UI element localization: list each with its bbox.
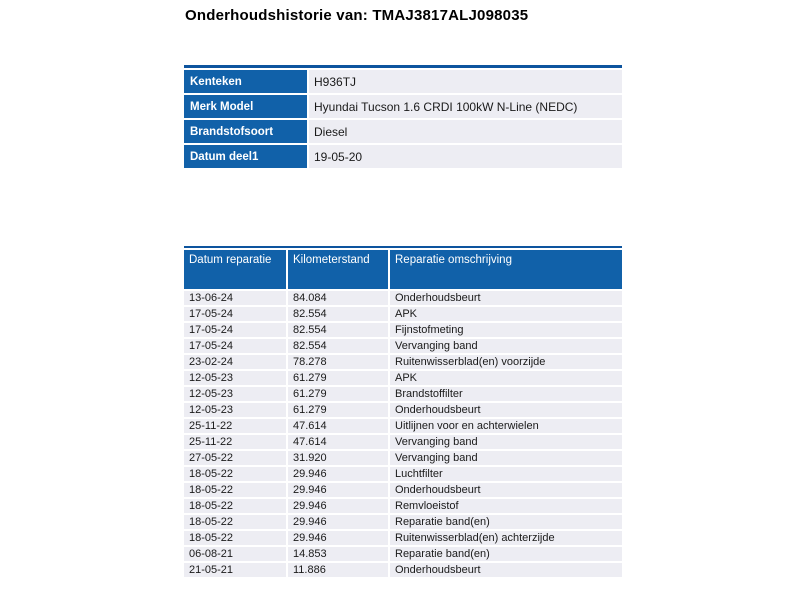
odometer-cell: 29.946 [288,499,388,513]
repair-description-cell: Uitlijnen voor en achterwielen [390,419,622,433]
repair-description-cell: Onderhoudsbeurt [390,483,622,497]
repair-description-cell: Onderhoudsbeurt [390,291,622,305]
odometer-cell: 29.946 [288,483,388,497]
column-header-kilometerstand: Kilometerstand [288,250,388,289]
odometer-cell: 61.279 [288,403,388,417]
repair-description-cell: Remvloeistof [390,499,622,513]
repair-date-cell: 18-05-22 [184,515,286,529]
vehicle-info-label: Datum deel1 [184,145,307,168]
repair-date-cell: 17-05-24 [184,323,286,337]
vehicle-info-value: H936TJ [309,70,622,93]
odometer-cell: 78.278 [288,355,388,369]
odometer-cell: 31.920 [288,451,388,465]
odometer-cell: 82.554 [288,339,388,353]
vehicle-info-label: Kenteken [184,70,307,93]
repair-description-cell: Brandstoffilter [390,387,622,401]
repair-date-cell: 12-05-23 [184,403,286,417]
odometer-cell: 14.853 [288,547,388,561]
repair-description-cell: Vervanging band [390,435,622,449]
repair-date-cell: 18-05-22 [184,531,286,545]
repair-date-cell: 17-05-24 [184,339,286,353]
table-top-border [184,246,622,248]
odometer-cell: 29.946 [288,515,388,529]
repair-date-cell: 13-06-24 [184,291,286,305]
repair-date-cell: 18-05-22 [184,499,286,513]
repair-description-cell: Reparatie band(en) [390,515,622,529]
repair-description-cell: Ruitenwisserblad(en) achterzijde [390,531,622,545]
repair-date-cell: 21-05-21 [184,563,286,577]
odometer-cell: 82.554 [288,323,388,337]
odometer-cell: 11.886 [288,563,388,577]
repair-description-cell: Onderhoudsbeurt [390,563,622,577]
repair-description-cell: Ruitenwisserblad(en) voorzijde [390,355,622,369]
vehicle-info-table [184,65,622,168]
odometer-cell: 82.554 [288,307,388,321]
repair-date-cell: 18-05-22 [184,483,286,497]
vehicle-info-value: Diesel [309,120,622,143]
repair-description-cell: Vervanging band [390,339,622,353]
odometer-cell: 84.084 [288,291,388,305]
repair-date-cell: 17-05-24 [184,307,286,321]
vehicle-info-label: Brandstofsoort [184,120,307,143]
repair-date-cell: 06-08-21 [184,547,286,561]
repair-description-cell: Onderhoudsbeurt [390,403,622,417]
column-header-datum-reparatie: Datum reparatie [184,250,286,289]
repair-date-cell: 12-05-23 [184,387,286,401]
vehicle-info-label: Merk Model [184,95,307,118]
odometer-cell: 61.279 [288,387,388,401]
odometer-cell: 29.946 [288,531,388,545]
repair-date-cell: 12-05-23 [184,371,286,385]
repair-date-cell: 27-05-22 [184,451,286,465]
page-title: Onderhoudshistorie van: TMAJ3817ALJ098035 [185,7,529,24]
repair-description-cell: APK [390,307,622,321]
vehicle-info-value: Hyundai Tucson 1.6 CRDI 100kW N-Line (NEDC) [309,95,622,118]
repair-description-cell: Vervanging band [390,451,622,465]
odometer-cell: 47.614 [288,419,388,433]
repair-description-cell: Fijnstofmeting [390,323,622,337]
repair-date-cell: 25-11-22 [184,435,286,449]
column-header-reparatie-omschrijving: Reparatie omschrijving [390,250,622,289]
repair-date-cell: 18-05-22 [184,467,286,481]
repair-date-cell: 23-02-24 [184,355,286,369]
odometer-cell: 29.946 [288,467,388,481]
maintenance-history-table [184,246,622,577]
repair-description-cell: Reparatie band(en) [390,547,622,561]
repair-description-cell: APK [390,371,622,385]
odometer-cell: 61.279 [288,371,388,385]
vehicle-info-value: 19-05-20 [309,145,622,168]
odometer-cell: 47.614 [288,435,388,449]
repair-description-cell: Luchtfilter [390,467,622,481]
repair-date-cell: 25-11-22 [184,419,286,433]
table-top-border [184,65,622,68]
